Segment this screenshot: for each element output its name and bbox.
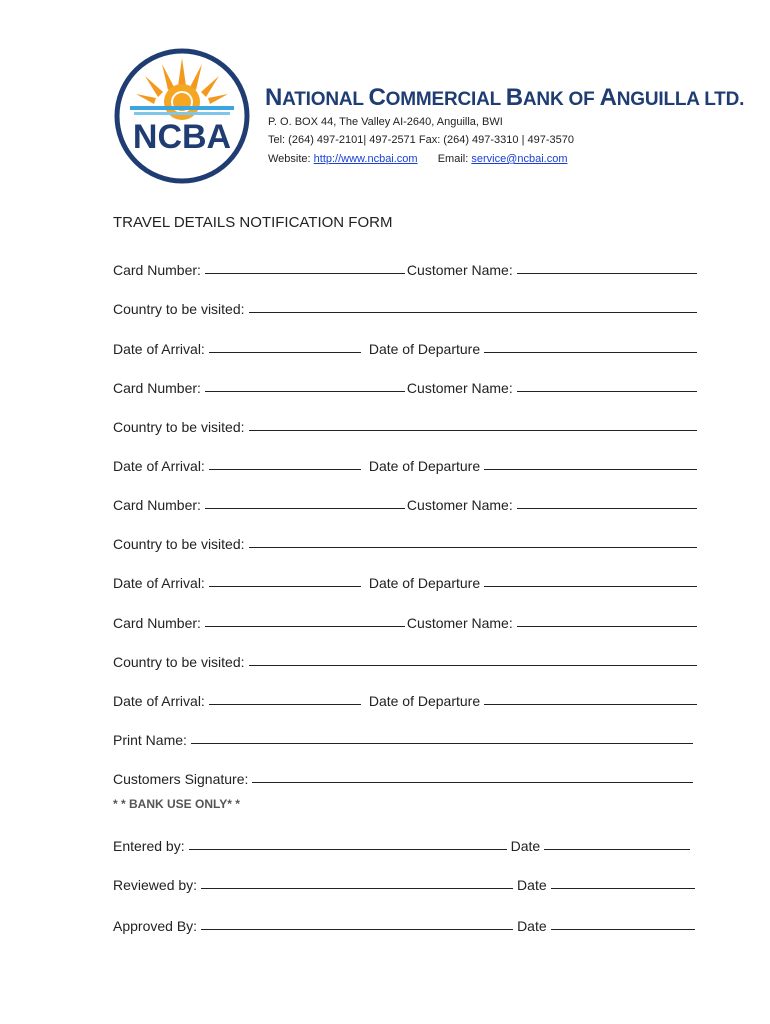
departure-field[interactable] — [484, 469, 697, 470]
card-number-field[interactable] — [205, 391, 405, 392]
bank-name: NATIONAL COMMERCIAL BANK OF ANGUILLA LTD. — [265, 84, 745, 111]
reviewed-by-label: Reviewed by: — [113, 877, 198, 893]
entered-by-row — [113, 834, 690, 854]
country-field[interactable] — [249, 430, 697, 431]
card-number-field[interactable] — [205, 626, 405, 627]
country-row — [113, 532, 697, 552]
country-field[interactable] — [249, 665, 697, 666]
print-name-row — [113, 728, 693, 748]
card-customer-row — [113, 493, 697, 513]
customer-name-field[interactable] — [517, 273, 697, 274]
email-link[interactable]: service@ncbai.com — [471, 153, 568, 165]
bank-web-email — [268, 153, 568, 165]
email-label: Email: — [437, 153, 469, 165]
departure-field[interactable] — [484, 586, 697, 587]
print-name-label: Print Name: — [113, 732, 187, 748]
customer-name-field[interactable] — [517, 391, 697, 392]
date-label: Date — [510, 838, 541, 854]
website-label: Website: — [268, 153, 311, 165]
arrival-field[interactable] — [209, 352, 361, 353]
dates-row — [113, 454, 697, 474]
country-field[interactable] — [249, 547, 697, 548]
country-row — [113, 415, 697, 435]
entered-by-field[interactable] — [189, 849, 507, 850]
signature-field[interactable] — [252, 782, 693, 783]
country-field[interactable] — [249, 312, 697, 313]
arrival-field[interactable] — [209, 586, 361, 587]
approved-date-field[interactable] — [551, 929, 695, 930]
card-customer-row — [113, 258, 697, 278]
reviewed-by-row — [113, 873, 695, 893]
signature-label: Customers Signature: — [113, 771, 249, 787]
customer-name-label: Customer Name: — [406, 262, 513, 278]
card-number-field[interactable] — [205, 508, 405, 509]
card-number-label: Card Number: — [113, 497, 201, 513]
entered-by-label: Entered by: — [113, 838, 185, 854]
bank-use-heading: * * BANK USE ONLY* * — [113, 797, 240, 811]
departure-label: Date of Departure — [368, 693, 481, 709]
approved-by-label: Approved By: — [113, 918, 198, 934]
signature-row — [113, 767, 693, 787]
arrival-label: Date of Arrival: — [113, 693, 205, 709]
dates-row — [113, 571, 697, 591]
departure-field[interactable] — [484, 352, 697, 353]
reviewed-date-field[interactable] — [551, 888, 695, 889]
date-label: Date — [517, 918, 547, 934]
dates-row — [113, 689, 697, 709]
arrival-label: Date of Arrival: — [113, 575, 205, 591]
country-label: Country to be visited: — [113, 301, 245, 317]
arrival-label: Date of Arrival: — [113, 458, 205, 474]
card-number-label: Card Number: — [113, 615, 201, 631]
ncba-logo — [112, 44, 252, 188]
entered-date-field[interactable] — [544, 849, 690, 850]
card-number-label: Card Number: — [113, 262, 201, 278]
card-number-label: Card Number: — [113, 380, 201, 396]
approved-by-field[interactable] — [201, 929, 513, 930]
website-link[interactable]: http://www.ncbai.com — [313, 153, 418, 165]
arrival-field[interactable] — [209, 704, 361, 705]
departure-label: Date of Departure — [368, 458, 481, 474]
arrival-field[interactable] — [209, 469, 361, 470]
customer-name-label: Customer Name: — [406, 497, 513, 513]
arrival-label: Date of Arrival: — [113, 341, 205, 357]
country-row — [113, 650, 697, 670]
bank-address: P. O. BOX 44, The Valley AI-2640, Anguilla, BWI — [268, 116, 503, 128]
country-label: Country to be visited: — [113, 536, 245, 552]
card-customer-row — [113, 611, 697, 631]
bank-phone-fax: Tel: (264) 497-2101| 497-2571 Fax: (264) 497-3310 | 497-3570 — [268, 134, 574, 146]
logo-text: NCBA — [132, 118, 232, 156]
customer-name-label: Customer Name: — [406, 380, 513, 396]
country-row — [113, 297, 697, 317]
departure-label: Date of Departure — [368, 341, 481, 357]
print-name-field[interactable] — [191, 743, 693, 744]
customer-name-field[interactable] — [517, 508, 697, 509]
customer-name-label: Customer Name: — [406, 615, 513, 631]
customer-name-field[interactable] — [517, 626, 697, 627]
departure-label: Date of Departure — [368, 575, 481, 591]
country-label: Country to be visited: — [113, 654, 245, 670]
dates-row — [113, 337, 697, 357]
card-number-field[interactable] — [205, 273, 405, 274]
reviewed-by-field[interactable] — [201, 888, 513, 889]
date-label: Date — [517, 877, 547, 893]
departure-field[interactable] — [484, 704, 697, 705]
form-title: TRAVEL DETAILS NOTIFICATION FORM — [113, 214, 393, 231]
country-label: Country to be visited: — [113, 419, 245, 435]
approved-by-row — [113, 914, 695, 934]
card-customer-row — [113, 376, 697, 396]
